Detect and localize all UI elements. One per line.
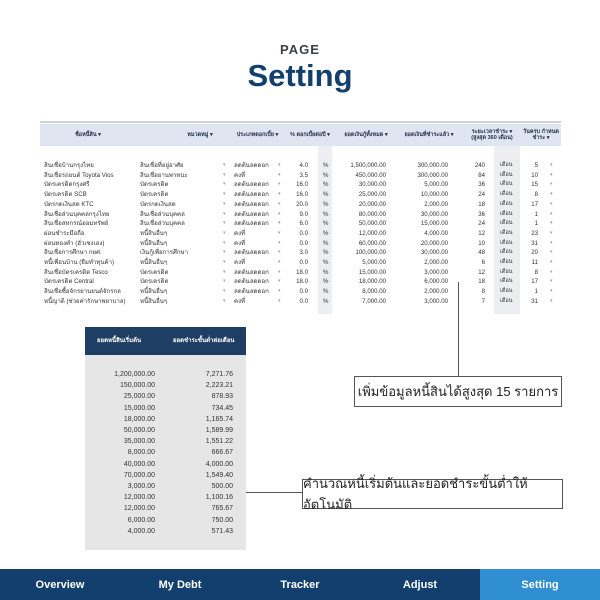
category-dropdown-icon[interactable]: ▾ xyxy=(223,249,226,256)
balance-cell[interactable]: 1,500,000.00 xyxy=(350,162,386,169)
balance-cell[interactable]: 8,000.00 xyxy=(362,288,386,296)
col-header-due[interactable]: วันครบ กำหนดชำระ ▾ xyxy=(523,129,559,141)
rate-cell[interactable]: 18.0 xyxy=(296,278,308,286)
rate-cell[interactable]: 16.0 xyxy=(296,181,308,189)
rate-cell[interactable]: 0.0 xyxy=(299,239,308,247)
callout-top-leader xyxy=(458,282,459,376)
min-payment-value: 4,000.00 xyxy=(205,460,233,468)
category-select[interactable]: สินเชื่อส่วนบุคคล xyxy=(140,220,185,228)
nav-tab-adjust[interactable]: Adjust xyxy=(402,578,438,591)
interest-type-select[interactable]: คงที่ xyxy=(234,239,246,247)
category-select[interactable]: สินเชื่อยานพาหนะ xyxy=(140,171,188,179)
start-balance-value: 4,000.00 xyxy=(127,527,155,535)
debt-name-cell[interactable]: สินเชื่อส่วนบุคคลกรุงไทย xyxy=(44,210,110,218)
start-balance-value: 70,000.00 xyxy=(123,471,155,479)
due-dropdown-icon[interactable]: ▾ xyxy=(550,181,553,188)
paid-cell[interactable]: 6,000.00 xyxy=(424,278,448,286)
paid-cell[interactable]: 3,000.00 xyxy=(424,268,448,276)
paid-cell[interactable]: 300,000.00 xyxy=(417,162,448,169)
percent-label: % xyxy=(323,210,329,218)
interest-type-dropdown-icon[interactable]: ▾ xyxy=(278,268,281,275)
debt-name-cell[interactable]: สินเชื่อบัตรเครดิต Tesco xyxy=(44,268,108,276)
start-balance-value: 150,000.00 xyxy=(119,382,155,390)
category-dropdown-icon[interactable]: ▾ xyxy=(223,278,226,285)
auto-calc-callout xyxy=(302,476,563,512)
balance-cell[interactable]: 15,000.00 xyxy=(358,268,386,276)
sheet-header-row xyxy=(40,124,561,146)
due-day-select[interactable]: 8 xyxy=(534,191,538,199)
interest-type-dropdown-icon[interactable]: ▾ xyxy=(278,278,281,285)
percent-label: % xyxy=(323,268,329,276)
term-cell[interactable]: 6 xyxy=(481,259,485,266)
min-payment-value: 1,551.22 xyxy=(205,438,233,446)
interest-type-select[interactable]: ลดต้นลดดอก xyxy=(234,181,269,189)
rate-cell[interactable]: 6.0 xyxy=(299,220,308,228)
debt-name-cell[interactable]: บัตรเครดิต Central xyxy=(44,278,94,286)
sheet-row[interactable] xyxy=(40,210,561,220)
rate-cell[interactable]: 3.5 xyxy=(299,171,308,179)
min-payment-value: 571.43 xyxy=(211,527,233,535)
summary-row xyxy=(85,481,246,492)
rate-cell[interactable]: 0.0 xyxy=(299,288,308,296)
start-balance-value: 12,000.00 xyxy=(123,505,155,513)
due-day-select[interactable]: 17 xyxy=(531,278,538,286)
paid-cell[interactable]: 4,000.00 xyxy=(424,229,448,237)
summary-header xyxy=(85,327,246,355)
percent-label: % xyxy=(323,162,329,169)
start-balance-value: 40,000.00 xyxy=(123,460,155,468)
term-cell[interactable]: 240 xyxy=(474,162,485,169)
percent-label: % xyxy=(323,200,329,208)
interest-type-select[interactable]: ลดต้นลดดอก xyxy=(234,220,269,228)
balance-cell[interactable]: 7,000.00 xyxy=(362,297,386,305)
term-unit-label: เดือน xyxy=(500,171,513,178)
percent-label: % xyxy=(323,249,329,257)
due-dropdown-icon[interactable]: ▾ xyxy=(550,259,553,265)
due-day-select[interactable]: 17 xyxy=(531,200,538,208)
interest-type-select[interactable]: ลดต้นลดดอก xyxy=(234,278,269,286)
term-cell[interactable]: 24 xyxy=(478,191,485,199)
rate-cell[interactable]: 0.0 xyxy=(299,297,308,305)
category-select[interactable]: บัตรกดเงินสด xyxy=(140,200,176,208)
start-balance-value: 25,000.00 xyxy=(123,393,155,401)
term-unit-label: เดือน xyxy=(500,229,513,236)
interest-type-dropdown-icon[interactable]: ▾ xyxy=(278,200,281,207)
due-dropdown-icon[interactable]: ▾ xyxy=(550,171,553,178)
debt-name-cell[interactable]: ผ่อนชำระมือถือ xyxy=(44,229,85,237)
balance-cell[interactable]: 50,000.00 xyxy=(358,220,386,228)
term-unit-label: เดือน xyxy=(500,297,513,304)
balance-cell[interactable]: 450,000.00 xyxy=(355,171,386,179)
category-dropdown-icon[interactable]: ▾ xyxy=(223,239,226,246)
term-cell[interactable]: 18 xyxy=(478,278,485,286)
summary-row xyxy=(85,459,246,470)
interest-type-select[interactable]: ลดต้นลดดอก xyxy=(234,200,269,208)
sheet-row[interactable] xyxy=(40,229,561,239)
due-day-select[interactable]: 31 xyxy=(531,297,538,305)
category-select[interactable]: หนี้สินอื่นๆ xyxy=(140,229,168,237)
term-cell[interactable]: 84 xyxy=(478,171,485,179)
rate-cell[interactable]: 16.0 xyxy=(296,191,308,199)
category-dropdown-icon[interactable]: ▾ xyxy=(223,200,226,207)
term-cell[interactable]: 18 xyxy=(478,200,485,208)
due-day-select[interactable]: 8 xyxy=(534,268,538,276)
interest-type-dropdown-icon[interactable]: ▾ xyxy=(278,210,281,217)
term-unit-label: เดือน xyxy=(500,288,513,295)
due-day-select[interactable]: 5 xyxy=(534,162,538,169)
category-dropdown-icon[interactable]: ▾ xyxy=(223,181,226,188)
due-dropdown-icon[interactable]: ▾ xyxy=(550,162,553,168)
sheet-row[interactable] xyxy=(40,297,561,307)
sheet-row[interactable] xyxy=(40,248,561,258)
col-header-paid[interactable]: ยอดเงินที่ชำระแล้ว ▾ xyxy=(404,132,454,138)
interest-type-select[interactable]: ลดต้นลดดอก xyxy=(234,288,269,296)
min-payment-value: 7,271.76 xyxy=(205,371,233,378)
page-label: PAGE xyxy=(280,42,320,57)
due-day-select[interactable]: 15 xyxy=(531,181,538,189)
category-dropdown-icon[interactable]: ▾ xyxy=(223,288,226,295)
percent-label: % xyxy=(323,191,329,199)
term-unit-label: เดือน xyxy=(500,278,513,285)
term-unit-label: เดือน xyxy=(500,200,513,207)
balance-cell[interactable]: 60,000.00 xyxy=(358,239,386,247)
interest-type-dropdown-icon[interactable]: ▾ xyxy=(278,162,281,168)
due-dropdown-icon[interactable]: ▾ xyxy=(550,268,553,275)
interest-type-select[interactable]: ลดต้นลดดอก xyxy=(234,162,269,169)
term-cell[interactable]: 12 xyxy=(478,268,485,276)
term-cell[interactable]: 7 xyxy=(481,297,485,305)
category-select[interactable]: บัตรเครดิต xyxy=(140,278,169,286)
debt-name-cell[interactable]: หนี้เพื่อนบ้าน (ยืมทำทุนค้า) xyxy=(44,259,115,266)
summary-header-min: ยอดชำระขั้นต่ำต่อเดือน xyxy=(173,338,235,344)
term-unit-label: เดือน xyxy=(500,181,513,188)
due-dropdown-icon[interactable]: ▾ xyxy=(550,220,553,227)
debt-name-cell[interactable]: บัตรเครดิตกรุงศรี xyxy=(44,181,90,189)
sheet-row[interactable] xyxy=(40,219,561,229)
summary-row xyxy=(85,380,246,391)
paid-cell[interactable]: 30,000.00 xyxy=(420,210,448,218)
start-balance-value: 12,000.00 xyxy=(123,494,155,502)
balance-cell[interactable]: 20,000.00 xyxy=(358,200,386,208)
category-select[interactable]: บัตรเครดิต xyxy=(140,268,169,276)
due-dropdown-icon[interactable]: ▾ xyxy=(550,210,553,217)
rate-cell[interactable]: 20.0 xyxy=(296,200,308,208)
category-select[interactable]: หนี้สินอื่นๆ xyxy=(140,297,168,305)
debt-name-cell[interactable]: สินเชื่อซื้อจักรยานยนต์จักรกล xyxy=(44,288,121,296)
category-select[interactable]: บัตรเครดิต xyxy=(140,191,169,199)
start-balance-value: 18,000.00 xyxy=(123,415,155,423)
term-cell[interactable]: 36 xyxy=(478,210,485,218)
min-payment-value: 1,100.16 xyxy=(205,494,233,502)
min-payment-value: 878.93 xyxy=(211,393,233,401)
sheet-row[interactable] xyxy=(40,277,561,287)
debt-name-cell[interactable]: ผ่อนทองคำ (ฮั่วเซงเฮง) xyxy=(44,239,105,247)
start-balance-value: 8,000.00 xyxy=(127,449,155,457)
category-dropdown-icon[interactable]: ▾ xyxy=(223,162,226,168)
percent-label: % xyxy=(323,278,329,286)
col-header-rate[interactable]: % ดอกเบี้ยต่อปี ▾ xyxy=(290,132,330,138)
summary-row xyxy=(85,515,246,526)
interest-type-select[interactable]: ลดต้นลดดอก xyxy=(234,268,269,276)
term-unit-label: เดือน xyxy=(500,191,513,198)
interest-type-dropdown-icon[interactable]: ▾ xyxy=(278,191,281,198)
interest-type-dropdown-icon[interactable]: ▾ xyxy=(278,249,281,256)
interest-type-select[interactable]: คงที่ xyxy=(234,259,246,266)
min-payment-value: 666.67 xyxy=(211,449,233,457)
col-header-balance[interactable]: ยอดเงินกู้ทั้งหมด ▾ xyxy=(344,132,388,138)
category-dropdown-icon[interactable]: ▾ xyxy=(223,297,226,304)
interest-type-dropdown-icon[interactable]: ▾ xyxy=(278,220,281,227)
nav-tab-tracker[interactable]: Tracker xyxy=(280,578,320,591)
rate-cell[interactable]: 0.0 xyxy=(299,229,308,237)
percent-label: % xyxy=(323,229,329,237)
term-cell[interactable]: 12 xyxy=(478,229,485,237)
paid-cell[interactable]: 3,000.00 xyxy=(424,297,448,305)
due-day-select[interactable]: 1 xyxy=(534,210,538,218)
paid-cell[interactable]: 2,000.00 xyxy=(424,259,448,266)
balance-cell[interactable]: 80,000.00 xyxy=(358,210,386,218)
due-dropdown-icon[interactable]: ▾ xyxy=(550,229,553,236)
summary-row xyxy=(85,436,246,447)
percent-label: % xyxy=(323,288,329,296)
term-unit-label: เดือน xyxy=(500,249,513,256)
due-dropdown-icon[interactable]: ▾ xyxy=(550,278,553,285)
min-payment-value: 765.67 xyxy=(211,505,233,513)
max-items-callout-text: เพิ่มข้อมูลหนี้สินได้สูงสุด 15 รายการ xyxy=(357,384,559,399)
summary-header-start: ยอดหนี้สินเริ่มต้น xyxy=(97,338,142,344)
interest-type-dropdown-icon[interactable]: ▾ xyxy=(278,297,281,304)
interest-type-select[interactable]: คงที่ xyxy=(234,297,246,305)
balance-cell[interactable]: 12,000.00 xyxy=(358,229,386,237)
percent-label: % xyxy=(323,220,329,228)
sheet-row[interactable] xyxy=(40,200,561,210)
term-unit-label: เดือน xyxy=(500,220,513,227)
interest-type-dropdown-icon[interactable]: ▾ xyxy=(278,181,281,188)
term-cell[interactable]: 24 xyxy=(478,220,485,228)
category-dropdown-icon[interactable]: ▾ xyxy=(223,268,226,275)
balance-cell[interactable]: 18,000.00 xyxy=(358,278,386,286)
auto-calc-callout-text: คำนวณหนี้เริ่มต้นและยอดชำระขั้นต่ำให้อัตโนมัติ xyxy=(303,476,528,512)
nav-tab-overview[interactable]: Overview xyxy=(35,578,85,591)
nav-tab-my-debt[interactable]: My Debt xyxy=(158,578,202,591)
category-dropdown-icon[interactable]: ▾ xyxy=(223,171,226,178)
due-day-select[interactable]: 20 xyxy=(531,249,538,257)
summary-row xyxy=(85,403,246,414)
min-payment-value: 734.45 xyxy=(211,404,233,412)
interest-type-dropdown-icon[interactable]: ▾ xyxy=(278,288,281,295)
percent-label: % xyxy=(323,239,329,247)
min-payment-value: 750.00 xyxy=(211,516,233,524)
term-unit-label: เดือน xyxy=(500,162,513,168)
paid-cell[interactable]: 20,000.00 xyxy=(420,239,448,247)
sheet-row[interactable] xyxy=(40,190,561,200)
paid-cell[interactable]: 30,000.00 xyxy=(420,249,448,257)
paid-cell[interactable]: 15,000.00 xyxy=(420,220,448,228)
balance-cell[interactable]: 30,000.00 xyxy=(358,181,386,189)
term-cell[interactable]: 8 xyxy=(481,288,485,296)
category-select[interactable]: หนี้สินอื่นๆ xyxy=(140,239,168,247)
min-payment-value: 500.00 xyxy=(211,483,233,490)
due-dropdown-icon[interactable]: ▾ xyxy=(550,239,553,246)
col-header-name[interactable]: ชื่อหนี้สิน ▾ xyxy=(75,132,101,138)
summary-row xyxy=(85,492,246,503)
due-dropdown-icon[interactable]: ▾ xyxy=(550,249,553,256)
due-day-select[interactable]: 31 xyxy=(531,239,538,247)
summary-row xyxy=(85,391,246,402)
debt-name-cell[interactable]: สินเชื่อรถยนต์ Toyota Vios xyxy=(44,171,114,179)
min-payment-value: 2,223.21 xyxy=(205,382,233,390)
interest-type-dropdown-icon[interactable]: ▾ xyxy=(278,259,281,265)
interest-type-dropdown-icon[interactable]: ▾ xyxy=(278,239,281,246)
paid-cell[interactable]: 2,000.00 xyxy=(424,288,448,296)
sheet-row[interactable] xyxy=(40,239,561,249)
start-balance-value: 6,000.00 xyxy=(127,516,155,524)
rate-cell[interactable]: 0.0 xyxy=(299,259,308,266)
sheet-divider xyxy=(40,121,561,123)
paid-cell[interactable]: 2,000.00 xyxy=(424,200,448,208)
balance-cell[interactable]: 25,000.00 xyxy=(358,191,386,199)
debt-name-cell[interactable]: สินเชื่อการศึกษา กยศ. xyxy=(44,249,102,257)
start-balance-value: 15,000.00 xyxy=(123,404,155,412)
term-unit-label: เดือน xyxy=(500,268,513,275)
summary-row xyxy=(85,425,246,436)
debt-name-cell[interactable]: สินเชื่อสหกรณ์ออมทรัพย์ xyxy=(44,220,109,228)
category-select[interactable]: สินเชื่อที่อยู่อาศัย xyxy=(140,162,184,169)
term-cell[interactable]: 36 xyxy=(478,181,485,189)
interest-type-select[interactable]: คงที่ xyxy=(234,171,246,179)
term-cell[interactable]: 10 xyxy=(478,239,485,247)
debt-name-cell[interactable]: บัตรเครดิต SCB xyxy=(44,191,87,199)
debt-name-cell[interactable]: บัตรกดเงินสด KTC xyxy=(44,200,94,208)
paid-cell[interactable]: 300,000.00 xyxy=(417,171,448,179)
sheet-row[interactable] xyxy=(40,258,561,268)
category-dropdown-icon[interactable]: ▾ xyxy=(223,220,226,227)
category-select[interactable]: บัตรเครดิต xyxy=(140,181,169,189)
rate-cell[interactable]: 3.0 xyxy=(299,249,308,257)
paid-cell[interactable]: 5,000.00 xyxy=(424,181,448,189)
col-header-interest-type[interactable]: ประเภทดอกเบี้ย ▾ xyxy=(236,132,279,138)
term-unit-label: เดือน xyxy=(500,210,513,217)
interest-type-dropdown-icon[interactable]: ▾ xyxy=(278,171,281,178)
interest-type-select[interactable]: คงที่ xyxy=(234,229,246,237)
category-select[interactable]: หนี้สินอื่นๆ xyxy=(140,288,168,296)
sheet-row[interactable] xyxy=(40,287,561,297)
interest-type-select[interactable]: ลดต้นลดดอก xyxy=(234,249,269,257)
rate-cell[interactable]: 9.0 xyxy=(299,210,308,218)
summary-row xyxy=(85,447,246,458)
max-items-callout xyxy=(354,376,562,407)
due-dropdown-icon[interactable]: ▾ xyxy=(550,297,553,304)
start-balance-value: 1,200,000.00 xyxy=(114,371,155,378)
summary-row xyxy=(85,470,246,481)
percent-label: % xyxy=(323,297,329,305)
summary-table xyxy=(85,327,246,550)
start-balance-value: 35,000.00 xyxy=(123,438,155,446)
category-select[interactable]: สินเชื่อส่วนบุคคล xyxy=(140,210,185,218)
col-header-category[interactable]: หมวดหมู่ ▾ xyxy=(187,132,213,138)
page-title: Setting xyxy=(247,58,353,93)
due-day-select[interactable]: 11 xyxy=(531,259,538,266)
percent-label: % xyxy=(323,259,329,266)
due-day-select[interactable]: 1 xyxy=(534,220,538,228)
category-dropdown-icon[interactable]: ▾ xyxy=(223,210,226,217)
category-select[interactable]: หนี้สินอื่นๆ xyxy=(140,259,168,266)
due-day-select[interactable]: 10 xyxy=(531,171,538,179)
summary-row xyxy=(85,526,246,537)
start-balance-value: 3,000.00 xyxy=(127,483,155,490)
debt-name-cell[interactable]: สินเชื่อบ้านกรุงไทย xyxy=(44,162,94,169)
rate-cell[interactable]: 4.0 xyxy=(299,162,308,169)
term-unit-label: เดือน xyxy=(500,259,513,265)
nav-tab-setting[interactable]: Setting xyxy=(480,569,600,600)
balance-cell[interactable]: 5,000.00 xyxy=(362,259,386,266)
due-day-select[interactable]: 23 xyxy=(531,229,538,237)
bottom-nav xyxy=(0,569,600,600)
due-dropdown-icon[interactable]: ▾ xyxy=(550,288,553,295)
due-dropdown-icon[interactable]: ▾ xyxy=(550,200,553,207)
paid-cell[interactable]: 10,000.00 xyxy=(420,191,448,199)
interest-type-dropdown-icon[interactable]: ▾ xyxy=(278,229,281,236)
category-dropdown-icon[interactable]: ▾ xyxy=(223,259,226,265)
percent-label: % xyxy=(323,171,329,179)
due-day-select[interactable]: 1 xyxy=(534,288,538,296)
min-payment-value: 1,589.99 xyxy=(205,427,233,434)
summary-row xyxy=(85,503,246,514)
balance-cell[interactable]: 100,000.00 xyxy=(355,249,386,257)
category-dropdown-icon[interactable]: ▾ xyxy=(223,191,226,198)
sheet-row[interactable] xyxy=(40,180,561,190)
term-unit-label: เดือน xyxy=(500,239,513,246)
sheet-row[interactable] xyxy=(40,161,561,171)
term-cell[interactable]: 48 xyxy=(478,249,485,257)
due-dropdown-icon[interactable]: ▾ xyxy=(550,191,553,198)
interest-type-select[interactable]: ลดต้นลดดอก xyxy=(234,191,269,199)
debt-name-cell[interactable]: หนี้ญาติ (ช่วยค่ารักษาพยาบาล) xyxy=(44,297,126,305)
category-dropdown-icon[interactable]: ▾ xyxy=(223,229,226,236)
sheet-row[interactable] xyxy=(40,268,561,278)
col-header-term[interactable]: ระยะเวลาชำระ ▾ (สูงสุด 360 เดือน) xyxy=(471,129,513,141)
sheet-row[interactable] xyxy=(40,171,561,181)
summary-row xyxy=(85,369,246,380)
debt-sheet xyxy=(40,121,561,314)
category-select[interactable]: เงินกู้เพื่อการศึกษา xyxy=(140,249,189,257)
start-balance-value: 50,000.00 xyxy=(123,427,155,434)
min-payment-value: 1,165.74 xyxy=(205,415,233,423)
interest-type-select[interactable]: ลดต้นลดดอก xyxy=(234,210,269,218)
min-payment-value: 1,549.40 xyxy=(205,471,233,479)
rate-cell[interactable]: 18.0 xyxy=(296,268,308,276)
percent-label: % xyxy=(323,181,329,189)
summary-row xyxy=(85,414,246,425)
